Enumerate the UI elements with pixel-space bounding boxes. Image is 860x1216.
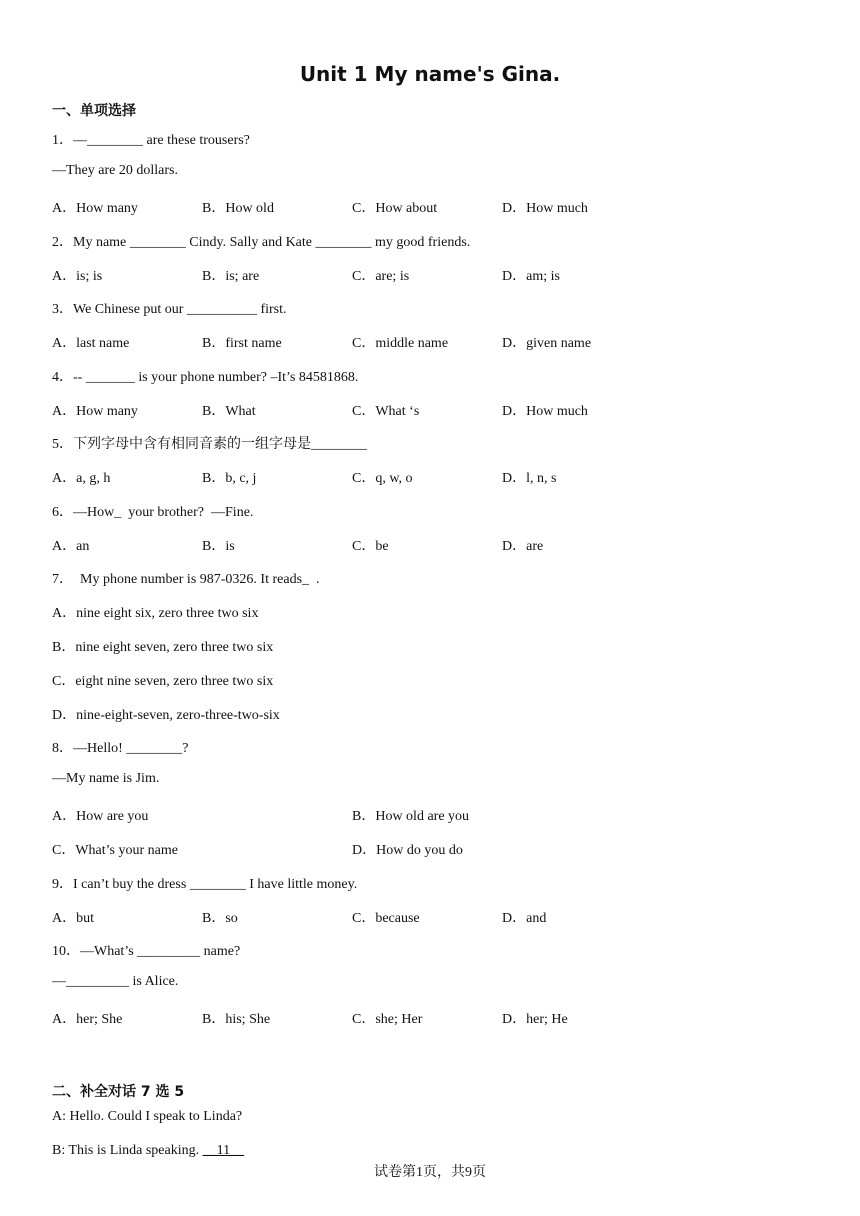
question-7-option-d: D．nine-eight-seven, zero-three-two-six bbox=[52, 708, 280, 723]
question-5-option-b: B．b, c, j bbox=[202, 471, 257, 486]
question-7-stem: 7． My phone number is 987-0326. It reads_ . bbox=[52, 572, 320, 587]
question-8-option-b: B．How old are you bbox=[352, 809, 470, 824]
question-10-stem-reply: —_________ is Alice. bbox=[52, 974, 179, 989]
question-8-stem-reply: —My name is Jim. bbox=[52, 771, 160, 786]
question-4-option-b: B．What bbox=[202, 404, 256, 419]
question-6-stem: 6．—How_ your brother? —Fine. bbox=[52, 505, 254, 520]
dialog-blank-11: __11__ bbox=[202, 1143, 245, 1158]
question-8-stem: 8．—Hello! ________? bbox=[52, 741, 189, 756]
question-7-option-c: C．eight nine seven, zero three two six bbox=[52, 674, 274, 689]
question-5-option-c: C．q, w, o bbox=[352, 471, 413, 486]
question-5-stem: 5．下列字母中含有相同音素的一组字母是________ bbox=[52, 437, 367, 452]
question-3-stem: 3．We Chinese put our __________ first. bbox=[52, 302, 287, 317]
question-8-option-a: A．How are you bbox=[52, 809, 149, 824]
question-3-option-b: B．first name bbox=[202, 336, 282, 351]
question-8-option-d: D．How do you do bbox=[352, 843, 463, 858]
question-10-stem: 10．—What’s _________ name? bbox=[52, 944, 241, 959]
question-1-stem-reply: —They are 20 dollars. bbox=[52, 163, 178, 178]
dialog-line-b bbox=[52, 1143, 244, 1159]
question-6-option-d: D．are bbox=[502, 539, 544, 554]
question-2-stem: 2．My name ________ Cindy. Sally and Kate ________ my good friends. bbox=[52, 235, 471, 250]
question-3-option-c: C．middle name bbox=[352, 336, 449, 351]
question-6-option-c: C．be bbox=[352, 539, 389, 554]
question-10-option-a: A．her; She bbox=[52, 1012, 123, 1027]
section-heading-single-choice: 一、单项选择 bbox=[52, 103, 136, 119]
page-title: Unit 1 My name's Gina. bbox=[299, 62, 561, 86]
question-3-option-a: A．last name bbox=[52, 336, 130, 351]
question-4-stem: 4．-- _______ is your phone number? –It’s 84581868. bbox=[52, 370, 359, 385]
question-4-option-c: C．What ‘s bbox=[352, 404, 420, 419]
question-1-option-d: D．How much bbox=[502, 201, 588, 216]
question-2-option-d: D．am; is bbox=[502, 269, 560, 284]
question-6-option-b: B．is bbox=[202, 539, 235, 554]
question-5-option-a: A．a, g, h bbox=[52, 471, 111, 486]
section-heading-dialog-completion: 二、补全对话 7 选 5 bbox=[52, 1084, 185, 1100]
question-3-option-d: D．given name bbox=[502, 336, 592, 351]
question-7-option-b: B．nine eight seven, zero three two six bbox=[52, 640, 274, 655]
question-1-stem: 1．—________ are these trousers? bbox=[52, 133, 250, 148]
question-4-option-d: D．How much bbox=[502, 404, 588, 419]
question-2-option-a: A．is; is bbox=[52, 269, 103, 284]
page-footer: 试卷第1页，共9页 bbox=[374, 1165, 486, 1180]
question-8-option-c: C．What’s your name bbox=[52, 843, 178, 858]
question-10-option-c: C．she; Her bbox=[352, 1012, 423, 1027]
question-10-option-d: D．her; He bbox=[502, 1012, 568, 1027]
question-1-option-c: C．How about bbox=[352, 201, 438, 216]
dialog-line-a: A: Hello. Could I speak to Linda? bbox=[52, 1109, 243, 1124]
question-2-option-b: B．is; are bbox=[202, 269, 260, 284]
question-1-option-a: A．How many bbox=[52, 201, 138, 216]
question-9-option-c: C．because bbox=[352, 911, 420, 926]
question-2-option-c: C．are; is bbox=[352, 269, 410, 284]
dialog-line-b-text: B: This is Linda speaking. bbox=[52, 1143, 203, 1158]
question-9-option-b: B．so bbox=[202, 911, 238, 926]
question-1-option-b: B．How old bbox=[202, 201, 274, 216]
question-9-option-a: A．but bbox=[52, 911, 94, 926]
question-6-option-a: A．an bbox=[52, 539, 90, 554]
question-4-option-a: A．How many bbox=[52, 404, 138, 419]
question-5-option-d: D．l, n, s bbox=[502, 471, 557, 486]
question-9-option-d: D．and bbox=[502, 911, 547, 926]
question-7-option-a: A．nine eight six, zero three two six bbox=[52, 606, 259, 621]
question-10-option-b: B．his; She bbox=[202, 1012, 271, 1027]
question-9-stem: 9．I can’t buy the dress ________ I have little money. bbox=[52, 877, 358, 892]
